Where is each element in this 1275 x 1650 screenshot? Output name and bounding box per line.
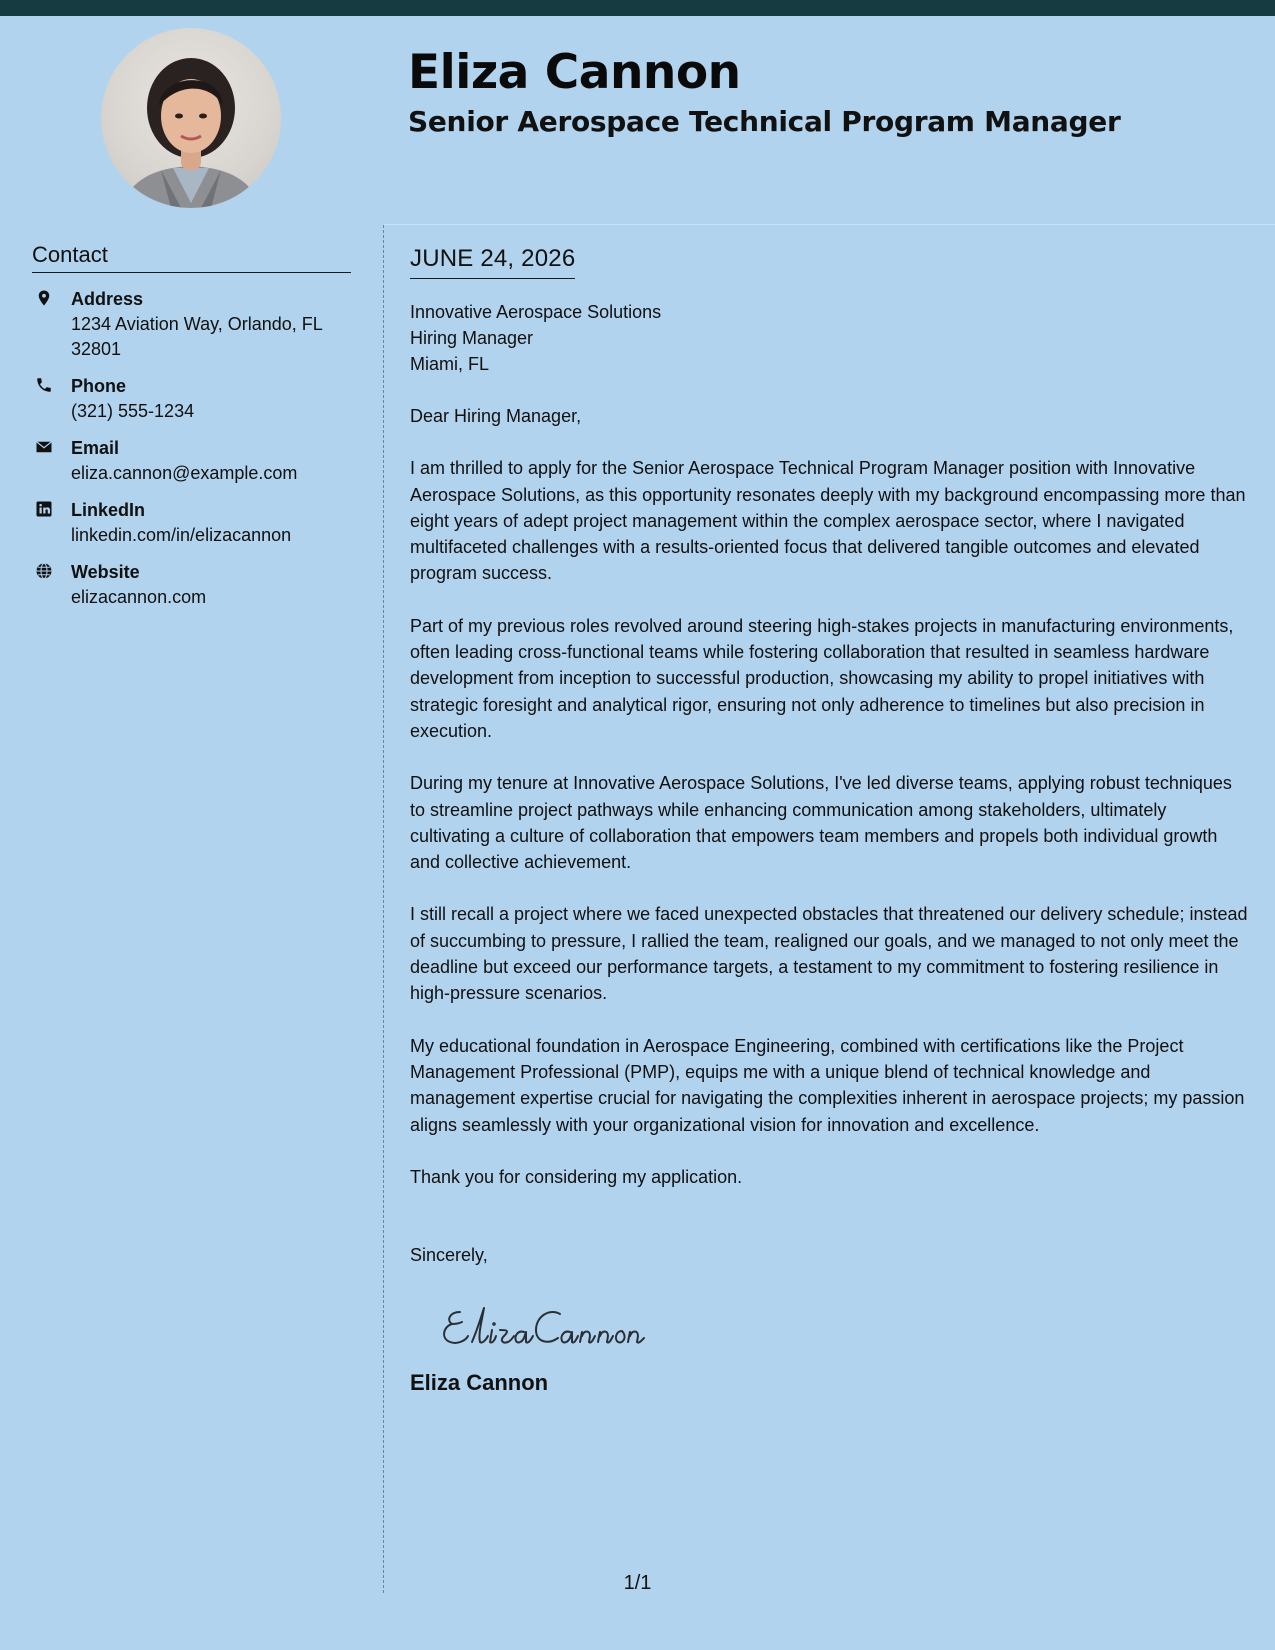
cover-letter — [410, 242, 1250, 1398]
letter-greeting: Dear Hiring Manager, — [410, 406, 582, 426]
map-pin-icon — [35, 289, 53, 309]
contact-phone-label: Phone — [71, 376, 127, 396]
contact-linkedin-value[interactable]: linkedin.com/in/elizacannon — [71, 525, 292, 545]
contact-address-label: Address — [71, 289, 144, 309]
letter-paragraph: During my tenure at Innovative Aerospace Solutions, I've led diverse teams, applying robust techniques to streamline project pathways while enhancing communication among stakeholders, ultimately cultivating a culture of collaboration that empowers team members and propels both individual growth and collective achievement. — [410, 773, 1232, 873]
linkedin-icon — [35, 500, 53, 520]
portrait-illustration — [101, 28, 281, 208]
signer-name: Eliza Cannon — [410, 1370, 549, 1396]
applicant-name: Eliza Cannon — [408, 45, 741, 100]
contact-address-value: 1234 Aviation Way, Orlando, FL 32801 — [71, 314, 323, 359]
letter-paragraph: I am thrilled to apply for the Senior Aerospace Technical Program Manager position with Innovative Aerospace Solutions, as this opportunity resonates deeply with my background encompassing more than eight years of adept project management within the complex aerospace sector, where I navigated multifaceted challenges with a results-oriented focus that delivered tangible outcomes and elevated program success. — [410, 458, 1246, 584]
contact-email-label: Email — [71, 438, 120, 458]
contact-website-value[interactable]: elizacannon.com — [71, 587, 207, 607]
handwritten-signature — [438, 1298, 1250, 1358]
contact-website — [32, 560, 351, 610]
contact-email-value[interactable]: eliza.cannon@example.com — [71, 463, 298, 483]
globe-icon — [35, 562, 53, 582]
letter-thanks: Thank you for considering my application. — [410, 1166, 743, 1187]
contact-sidebar — [32, 240, 351, 610]
applicant-title: Senior Aerospace Technical Program Manager — [408, 105, 1121, 138]
letter-date: JUNE 24, 2026 — [410, 242, 575, 279]
recipient-location: Miami, FL — [410, 354, 490, 374]
contact-linkedin-label: LinkedIn — [71, 500, 146, 520]
contact-email — [32, 436, 351, 486]
header-divider — [384, 224, 1275, 225]
profile-photo — [101, 28, 281, 208]
letter-paragraph: My educational foundation in Aerospace Engineering, combined with certifications like the Project Management Professional (PMP), equips me with a unique blend of technical knowledge and management expertise crucial for navigating the complexities inherent in aerospace projects; my passion aligns seamlessly with your organizational vision for innovation and excellence. — [410, 1035, 1245, 1135]
top-accent-bar — [0, 0, 1275, 16]
contact-address — [32, 287, 351, 362]
recipient-block — [410, 299, 1250, 377]
column-divider — [383, 225, 384, 1593]
contact-website-label: Website — [71, 562, 140, 582]
letter-closing: Sincerely, — [410, 1245, 488, 1266]
contact-heading: Contact — [32, 240, 351, 273]
contact-phone — [32, 374, 351, 424]
letter-paragraph: I still recall a project where we faced unexpected obstacles that threatened our delivery schedule; instead of succumbing to pressure, I rallied the team, realigned our goals, and we managed to not only meet the deadline but exceed our performance targets, a testament to my commitment to fostering resilience in high-pressure scenarios. — [410, 904, 1248, 1004]
letter-paragraph: Part of my previous roles revolved around steering high-stakes projects in manufacturing environments, often leading cross-functional teams while fostering collaboration that resulted in seamless hardware development from inception to successful production, showcasing my ability to propel initiatives with strategic foresight and analytical rigor, ensuring not only adherence to timelines but also precision in execution. — [410, 615, 1234, 741]
contact-phone-value[interactable]: (321) 555-1234 — [71, 401, 195, 421]
page-number: 1/1 — [623, 1572, 652, 1594]
recipient-company: Innovative Aerospace Solutions — [410, 302, 662, 322]
recipient-role: Hiring Manager — [410, 328, 534, 348]
contact-linkedin — [32, 498, 351, 548]
envelope-icon — [35, 438, 53, 458]
phone-icon — [35, 376, 53, 396]
